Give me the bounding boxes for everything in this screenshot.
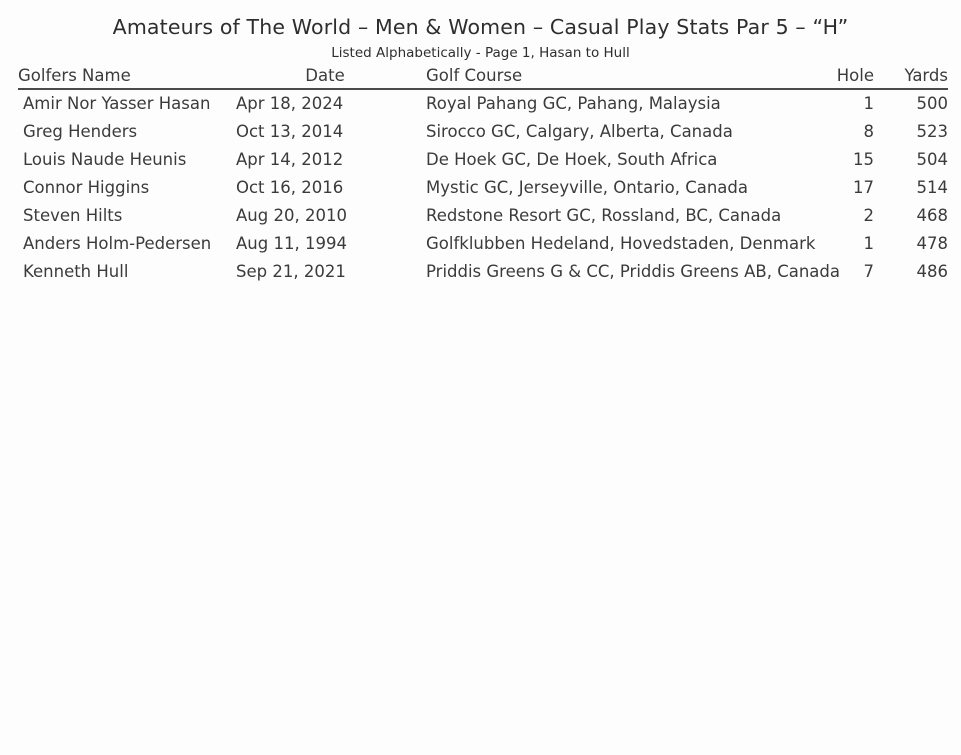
cell-course: Mystic GC, Jerseyville, Ontario, Canada xyxy=(426,178,748,197)
cell-hole: 1 xyxy=(863,94,874,113)
cell-course: Royal Pahang GC, Pahang, Malaysia xyxy=(426,94,721,113)
table-header-row xyxy=(18,66,948,89)
table-header xyxy=(18,66,948,89)
cell-name: Greg Henders xyxy=(23,122,138,141)
cell-date: Apr 14, 2012 xyxy=(236,150,344,169)
cell-course: Priddis Greens G & CC, Priddis Greens AB, Canada xyxy=(426,262,840,281)
table-row xyxy=(18,230,948,258)
cell-hole: 17 xyxy=(853,178,874,197)
table-row xyxy=(18,89,948,118)
table-body xyxy=(18,89,948,286)
cell-hole: 15 xyxy=(853,150,874,169)
cell-yards: 478 xyxy=(916,234,948,253)
cell-course: Golfklubben Hedeland, Hovedstaden, Denmark xyxy=(426,234,816,253)
cell-date: Apr 18, 2024 xyxy=(236,94,344,113)
cell-yards: 468 xyxy=(916,206,948,225)
column-header-date: Date xyxy=(230,66,420,89)
cell-yards: 500 xyxy=(916,94,948,113)
column-header-yards: Yards xyxy=(874,66,948,89)
cell-name: Steven Hilts xyxy=(23,206,123,225)
column-header-hole: Hole xyxy=(810,66,874,89)
cell-hole: 7 xyxy=(863,262,874,281)
table-row xyxy=(18,258,948,286)
cell-yards: 514 xyxy=(916,178,948,197)
column-header-golfers-name: Golfers Name xyxy=(18,66,230,89)
cell-date: Oct 16, 2016 xyxy=(236,178,344,197)
golf-stats-table xyxy=(18,66,948,286)
cell-name: Louis Naude Heunis xyxy=(23,150,187,169)
cell-hole: 8 xyxy=(863,122,874,141)
title-block xyxy=(0,0,961,61)
cell-name: Connor Higgins xyxy=(23,178,150,197)
page-subtitle: Listed Alphabetically - Page 1, Hasan to Hull xyxy=(331,44,630,61)
cell-yards: 523 xyxy=(916,122,948,141)
cell-yards: 486 xyxy=(916,262,948,281)
cell-date: Aug 20, 2010 xyxy=(236,206,347,225)
cell-date: Aug 11, 1994 xyxy=(236,234,347,253)
cell-date: Oct 13, 2014 xyxy=(236,122,344,141)
cell-course: Redstone Resort GC, Rossland, BC, Canada xyxy=(426,206,782,225)
cell-name: Anders Holm-Pedersen xyxy=(23,234,212,253)
table-row xyxy=(18,202,948,230)
table-row xyxy=(18,118,948,146)
cell-hole: 2 xyxy=(863,206,874,225)
cell-course: De Hoek GC, De Hoek, South Africa xyxy=(426,150,718,169)
table-row xyxy=(18,174,948,202)
cell-course: Sirocco GC, Calgary, Alberta, Canada xyxy=(426,122,733,141)
cell-yards: 504 xyxy=(916,150,948,169)
table-row xyxy=(18,146,948,174)
cell-name: Amir Nor Yasser Hasan xyxy=(23,94,211,113)
cell-hole: 1 xyxy=(863,234,874,253)
cell-date: Sep 21, 2021 xyxy=(236,262,346,281)
cell-name: Kenneth Hull xyxy=(23,262,129,281)
column-header-golf-course: Golf Course xyxy=(420,66,810,89)
page-title: Amateurs of The World – Men & Women – Casual Play Stats Par 5 – “H” xyxy=(112,15,849,39)
stats-table-wrapper xyxy=(18,66,948,286)
